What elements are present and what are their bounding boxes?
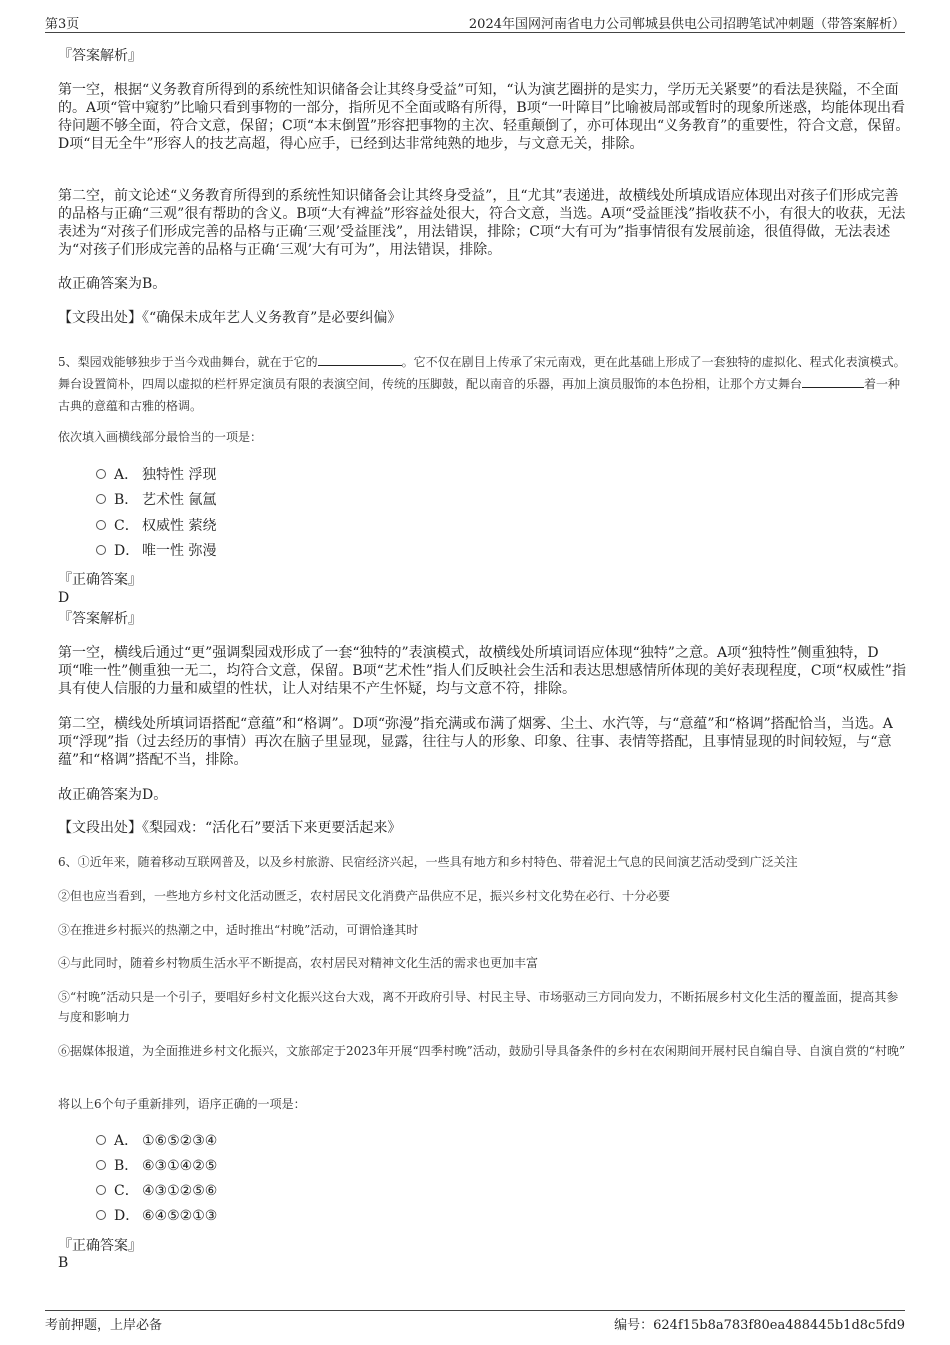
q5-blank-1 xyxy=(318,353,402,366)
q5-analysis-p2: 第二空，横线处所填词语搭配“意蕴”和“格调”。D项“弥漫”指充满或布满了烟雾、尘土、水汽等，与“意蕴”和“格调”搭配恰当，当选。A项“浮现”指（过去经历的事情）再次在脑子里显现，显露，往往与人的形象、印象、往事、表情等搭配，且事情显现的时间较短，与“意蕴”和“格调”搭配不当，排除。 xyxy=(58,716,893,768)
radio-icon[interactable] xyxy=(96,1135,106,1145)
document-id: 编号：624f15b8a783f80ea488445b1d8c5fd9 xyxy=(614,1318,905,1333)
q5-stem xyxy=(58,351,910,417)
q6-sentence-2: ②但也应当看到，一些地方乡村文化活动匮乏，农村居民文化消费产品供应不足，振兴乡村文化势在必行、十分必要 xyxy=(58,889,671,903)
radio-icon[interactable] xyxy=(96,469,106,479)
q4-analysis-tag: 『答案解析』 xyxy=(58,48,142,64)
q6-option-d[interactable]: D． ⑥④⑤②①③ xyxy=(96,1206,217,1226)
q4-source: 【文段出处】《“确保未成年艺人义务教育”是必要纠偏》 xyxy=(58,310,402,326)
q6-answer: B xyxy=(58,1255,69,1271)
q6-option-a[interactable]: A． ①⑥⑤②③④ xyxy=(96,1131,217,1151)
q6-sentence-6: ⑥据媒体报道，为全面推进乡村文化振兴，文旅部定于2023年开展“四季村晚”活动，鼓励引导具备条件的乡村在农闲期间开展村民自编自导、自演自赏的“村晚” xyxy=(58,1044,906,1058)
q5-blank-2 xyxy=(802,375,864,388)
q5-stem-part1: 5、梨园戏能够独步于当今戏曲舞台，就在于它的 xyxy=(58,355,318,369)
q6-answer-tag: 『正确答案』 xyxy=(58,1238,142,1254)
footer-slogan: 考前押题，上岸必备 xyxy=(45,1318,163,1333)
radio-icon[interactable] xyxy=(96,494,106,504)
page-number: 第3页 xyxy=(45,17,80,32)
q5-answer-tag: 『正确答案』 xyxy=(58,572,142,588)
radio-icon[interactable] xyxy=(96,545,106,555)
q6-sentence-5: ⑤“村晚”活动只是一个引子，要唱好乡村文化振兴这台大戏，离不开政府引导、村民主导、市场驱动三方同向发力，不断拓展乡村文化生活的覆盖面，提高其参与度和影响力 xyxy=(58,990,899,1024)
radio-icon[interactable] xyxy=(96,1210,106,1220)
q5-stem-part2: 。它不仅在剧目上传承了宋元南戏，更在此基础上形成了一套独特的虚拟化、程式化表演模式。舞台设置简朴，四周以虚拟的栏杆界定演员有限的表演空间，传统的压脚鼓，配以南音的乐器，再加上演员服饰的本色扮相，让那个方丈舞台 xyxy=(58,355,906,391)
q4-analysis-p2: 第二空，前文论述“义务教育所得到的系统性知识储备会让其终身受益”，且“尤其”表递进，故横线处所填成语应体现出对孩子们形成完善的品格与正确“三观”很有帮助的含义。B项“大有裨益”形容益处很大，符合文意，当选。A项“受益匪浅”指收获不小，有很大的收获，无法表述为“对孩子们形成完善的品格与正确‘三观’受益匪浅”，用法错误，排除；C项“大有可为”指事情很有发展前途，很值得做，无法表述为“对孩子们形成完善的品格与正确‘三观’大有可为”，用法错误，排除。 xyxy=(58,188,906,258)
radio-icon[interactable] xyxy=(96,1185,106,1195)
q5-option-a[interactable]: A． 独特性 浮现 xyxy=(96,465,216,485)
q6-sentence-3: ③在推进乡村振兴的热潮之中，适时推出“村晚”活动，可谓恰逢其时 xyxy=(58,923,419,937)
page-header xyxy=(45,12,905,33)
q5-source: 【文段出处】《梨园戏：“活化石”要活下来更要活起来》 xyxy=(58,820,402,836)
q5-option-b[interactable]: B． 艺术性 氤氲 xyxy=(96,490,216,510)
q5-answer: D xyxy=(58,590,70,606)
radio-icon[interactable] xyxy=(96,1160,106,1170)
document-title: 2024年国网河南省电力公司郸城县供电公司招聘笔试冲刺题（带答案解析） xyxy=(468,17,905,32)
q5-conclusion: 故正确答案为D。 xyxy=(58,787,168,803)
q5-option-d[interactable]: D． 唯一性 弥漫 xyxy=(96,541,216,561)
q6-option-c[interactable]: C． ④③①②⑤⑥ xyxy=(96,1181,217,1201)
radio-icon[interactable] xyxy=(96,520,106,530)
q6-prompt: 将以上6个句子重新排列，语序正确的一项是： xyxy=(58,1097,306,1111)
q5-analysis-p1: 第一空，横线后通过“更”强调梨园戏形成了一套“独特的”表演模式，故横线处所填词语应体现“独特”之意。A项“独特性”侧重独特，D项“唯一性”侧重独一无二，均符合文意，保留。B项“艺术性”指人们反映社会生活和表达思想感情所体现的美好表现程度，C项“权威性”指具有使人信服的力量和威望的性状，让人对结果不产生怀疑，均与文意不符，排除。 xyxy=(58,645,906,697)
q4-analysis-p1: 第一空，根据“义务教育所得到的系统性知识储备会让其终身受益”可知，“认为演艺圈拼的是实力，学历无关紧要”的看法是狭隘，不全面的。A项“管中窥豹”比喻只看到事物的一部分，指所见不全面或略有所得，B项“一叶障目”比喻被局部或暂时的现象所迷惑，均能体现出看待问题不够全面，符合文意，保留；C项“本末倒置”形容把事物的主次、轻重颠倒了，亦可体现出“义务教育”的重要性，符合文意，保留。D项“目无全牛”形容人的技艺高超，得心应手，已经到达非常纯熟的地步，与文意无关，排除。 xyxy=(58,82,910,152)
q4-conclusion: 故正确答案为B。 xyxy=(58,276,167,292)
q6-option-b[interactable]: B． ⑥③①④②⑤ xyxy=(96,1156,217,1176)
q5-option-c[interactable]: C． 权威性 萦绕 xyxy=(96,516,216,536)
q5-analysis-tag: 『答案解析』 xyxy=(58,611,142,627)
q5-stem-part3: 着一种古典的意蕴和古雅的格调。 xyxy=(58,377,901,413)
q5-prompt: 依次填入画横线部分最恰当的一项是： xyxy=(58,430,263,444)
page-footer xyxy=(45,1310,905,1333)
q6-sentence-4: ④与此同时，随着乡村物质生活水平不断提高，农村居民对精神文化生活的需求也更加丰富 xyxy=(58,956,539,970)
q6-sentence-1: 6、①近年来，随着移动互联网普及，以及乡村旅游、民宿经济兴起，一些具有地方和乡村特色、带着泥土气息的民间演艺活动受到广泛关注 xyxy=(58,855,798,869)
